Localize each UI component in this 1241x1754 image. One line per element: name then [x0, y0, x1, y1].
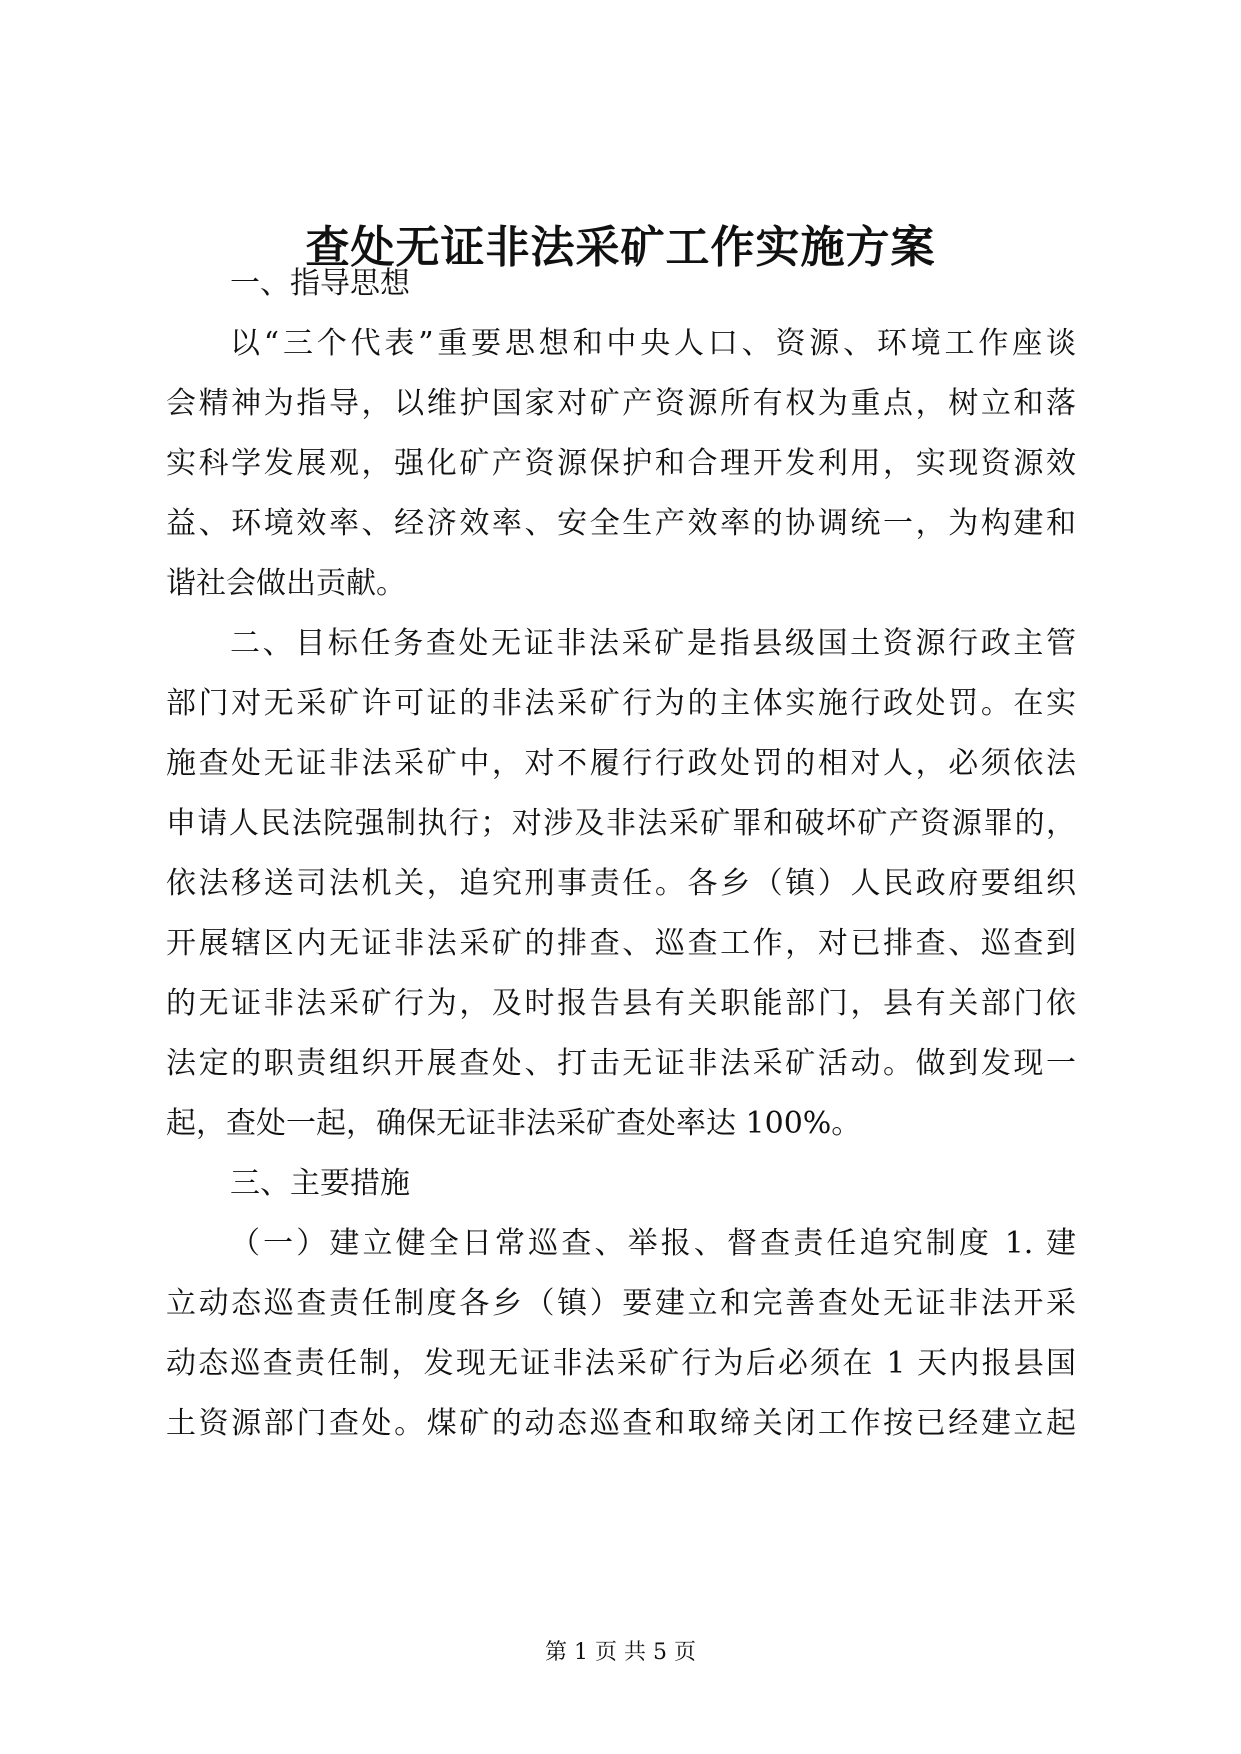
paragraph-line: 法定的职责组织开展查处、打击无证非法采矿活动。做到发现一: [166, 1046, 1076, 1081]
paragraph-line: 依法移送司法机关，追究刑事责任。各乡（镇）人民政府要组织: [166, 866, 1076, 901]
paragraph-line: 开展辖区内无证非法采矿的排查、巡查工作，对已排查、巡查到: [166, 926, 1076, 961]
document-title: 查处无证非法采矿工作实施方案: [305, 222, 936, 273]
paragraph-line: 益、环境效率、经济效率、安全生产效率的协调统一，为构建和: [166, 506, 1076, 541]
paragraph-line: 谐社会做出贡献。: [166, 566, 406, 601]
heading-main-measures: 三、主要措施: [230, 1166, 410, 1201]
paragraph-line: 二、目标任务查处无证非法采矿是指县级国土资源行政主管: [230, 626, 1076, 661]
paragraph-line: 以“三个代表”重要思想和中央人口、资源、环境工作座谈: [230, 326, 1076, 361]
paragraph-line: 土资源部门查处。煤矿的动态巡查和取缔关闭工作按已经建立起: [166, 1406, 1076, 1441]
paragraph-line: 申请人民法院强制执行；对涉及非法采矿罪和破坏矿产资源罪的，: [166, 806, 1076, 841]
paragraph-line: （一）建立健全日常巡查、举报、督查责任追究制度 1. 建: [230, 1226, 1076, 1261]
paragraph-line: 的无证非法采矿行为，及时报告县有关职能部门，县有关部门依: [166, 986, 1076, 1021]
heading-guiding-thought: 一、指导思想: [230, 266, 410, 301]
paragraph-line: 动态巡查责任制，发现无证非法采矿行为后必须在 1 天内报县国: [166, 1346, 1076, 1381]
paragraph-line: 起，查处一起，确保无证非法采矿查处率达 100%。: [166, 1106, 862, 1141]
paragraph-line: 会精神为指导，以维护国家对矿产资源所有权为重点，树立和落: [166, 386, 1076, 421]
page-number-footer: 第 1 页 共 5 页: [545, 1640, 696, 1665]
paragraph-line: 施查处无证非法采矿中，对不履行行政处罚的相对人，必须依法: [166, 746, 1076, 781]
paragraph-line: 立动态巡查责任制度各乡（镇）要建立和完善查处无证非法开采: [166, 1286, 1076, 1321]
paragraph-line: 实科学发展观，强化矿产资源保护和合理开发利用，实现资源效: [166, 446, 1076, 481]
paragraph-line: 部门对无采矿许可证的非法采矿行为的主体实施行政处罚。在实: [166, 686, 1076, 721]
